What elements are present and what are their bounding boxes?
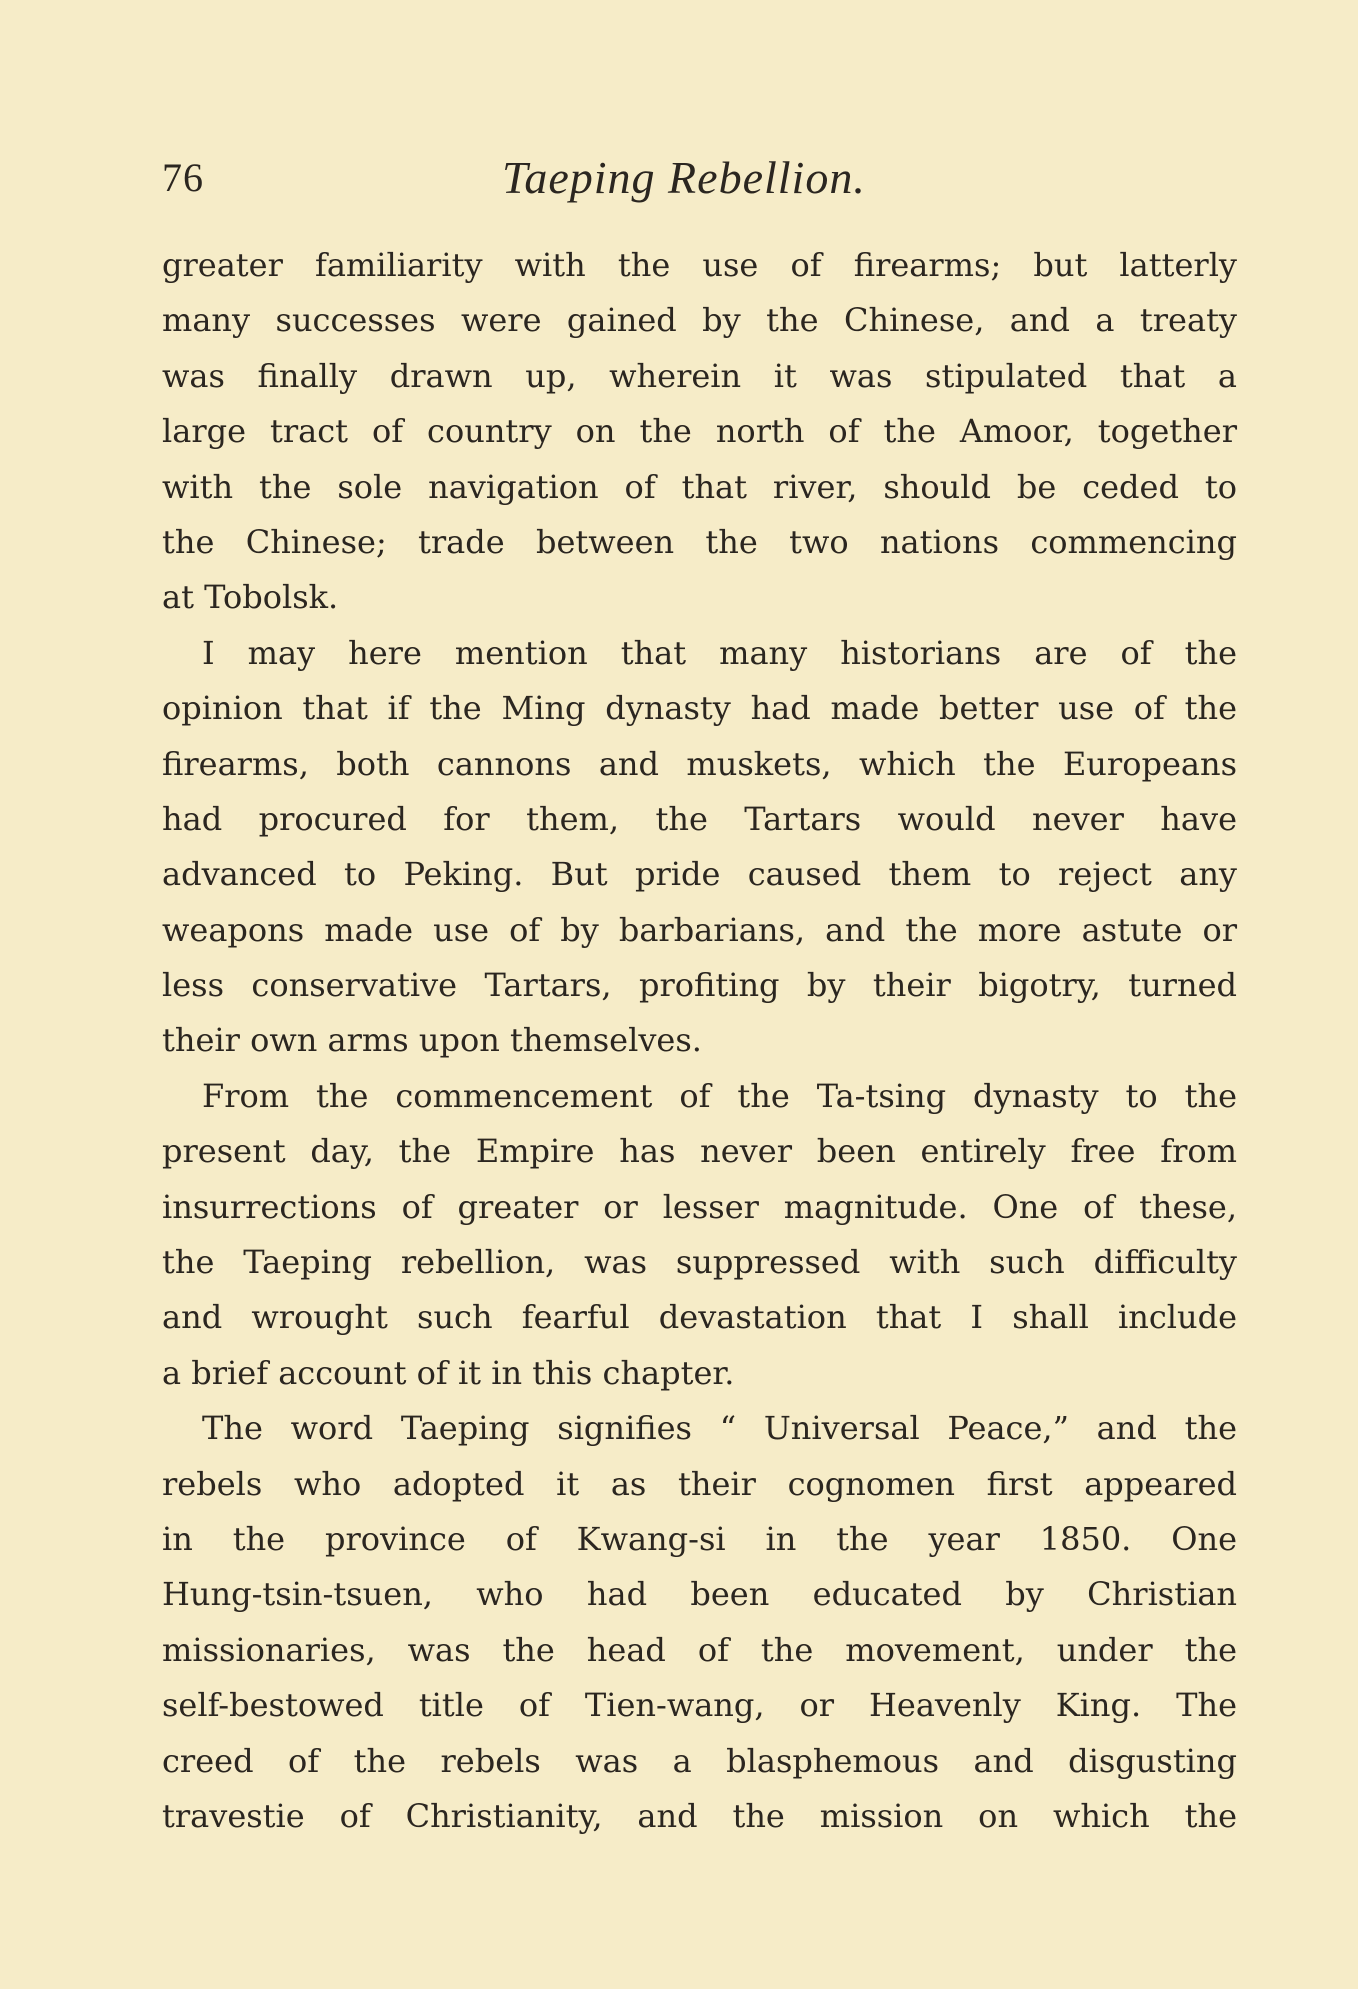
text-line: a brief account of it in this chapter. [162,1353,735,1392]
text-line: was finally drawn up, wherein it was stipulated that a [162,356,1237,395]
text-line: the Chinese; trade between the two nations commencing [162,522,1237,561]
text-line: From the commencement of the Ta-tsing dynasty to the [202,1076,1237,1115]
text-line: insurrections of greater or lesser magnitude. One of these, [162,1187,1237,1226]
text-line: the Taeping rebellion, was suppressed with such difficulty [162,1243,1237,1282]
text-line: had procured for them, the Tartars would never have [162,799,1237,838]
page-number: 76 [162,155,204,200]
text-line: large tract of country on the north of the Amoor, together [162,412,1237,451]
text-line: many successes were gained by the Chinese, and a treaty [162,301,1237,340]
text-line: weapons made use of by barbarians, and the more astute or [162,910,1237,949]
text-line: greater familiarity with the use of firearms; but latterly [162,246,1237,284]
text-line: present day, the Empire has never been entirely free from [162,1132,1237,1171]
text-line: with the sole navigation of that river, should be ceded to [162,467,1237,506]
text-line: Hung-tsin-tsuen, who had been educated by Christian [162,1575,1237,1614]
page-header [162,148,1232,208]
running-title: Taeping Rebellion. [502,152,866,203]
text-line: their own arms upon themselves. [162,1021,702,1060]
text-line: rebels who adopted it as their cognomen first appeared [162,1464,1237,1503]
body-text [162,238,1237,1844]
text-line: opinion that if the Ming dynasty had made better use of the [162,689,1237,728]
text-line: advanced to Peking. But pride caused them to reject any [162,855,1237,894]
text-line: self-bestowed title of Tien-wang, or Heavenly King. The [162,1686,1237,1725]
text-line: in the province of Kwang-si in the year 1850. One [162,1519,1237,1558]
text-line: at Tobolsk. [162,578,339,617]
text-line: missionaries, was the head of the movement, under the [162,1630,1237,1669]
text-line: firearms, both cannons and muskets, which the Europeans [162,744,1237,783]
text-line: and wrought such fearful devastation that I shall include [162,1298,1237,1337]
text-line: travestie of Christianity, and the mission on which the [162,1796,1237,1835]
text-line: I may here mention that many historians are of the [202,633,1237,672]
text-line: less conservative Tartars, profiting by their bigotry, turned [162,966,1237,1005]
text-line: creed of the rebels was a blasphemous and disgusting [162,1741,1237,1780]
text-line: The word Taeping signifies “ Universal Peace,” and the [202,1409,1237,1448]
